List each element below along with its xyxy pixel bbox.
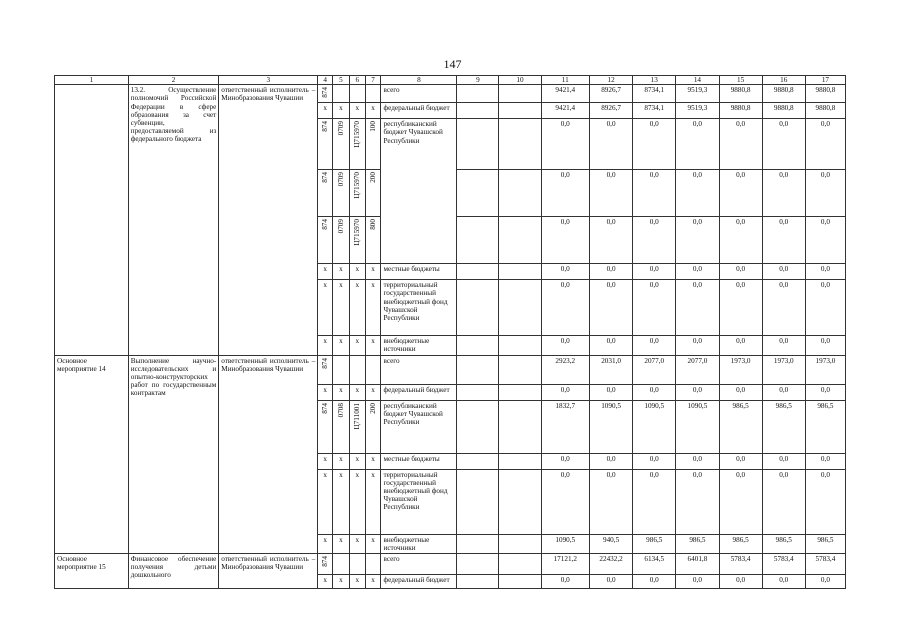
funding-source: республиканский бюджет Чувашской Республики: [381, 119, 457, 264]
year-value: 9880,8: [805, 85, 845, 103]
budget-code-c6: x: [349, 336, 365, 355]
year-value: 0,0: [719, 384, 762, 400]
year-value: 0,0: [805, 336, 845, 355]
budget-code-c7: x: [365, 469, 381, 534]
responsible-executor: ответственный исполнитель – Минобразования Чувашии: [219, 85, 318, 355]
budget-code-c7-text: 200: [368, 172, 377, 183]
funding-source: федеральный бюджет: [381, 103, 457, 119]
budget-code-c6: x: [349, 103, 365, 119]
budget-code-c4-text: 874: [321, 121, 330, 132]
column-number-6: 6: [349, 76, 365, 85]
year-value: 8734,1: [633, 103, 676, 119]
budget-code-c7: x: [365, 384, 381, 400]
year-value: 1090,5: [589, 400, 632, 453]
year-value: 0,0: [676, 264, 719, 280]
year-value: 9519,3: [676, 103, 719, 119]
budget-code-c6: [349, 170, 365, 217]
budget-code-c7: [365, 355, 381, 384]
table-row: [55, 85, 846, 103]
budget-code-c7: x: [365, 103, 381, 119]
year-value: 8926,7: [589, 85, 632, 103]
budget-code-c4: [318, 217, 333, 264]
budget-code-c4: x: [318, 280, 333, 336]
budget-code-c6: x: [349, 280, 365, 336]
year-value: 0,0: [676, 384, 719, 400]
budget-code-c6: [349, 400, 365, 453]
year-value: 986,5: [805, 534, 845, 553]
year-value: 0,0: [762, 469, 805, 534]
year-value: 0,0: [541, 280, 589, 336]
year-value: 0,0: [633, 170, 676, 217]
year-value: 0,0: [633, 264, 676, 280]
year-value: 0,0: [676, 336, 719, 355]
year-value: 0,0: [541, 336, 589, 355]
column-number-9: 9: [457, 76, 499, 85]
budget-code-c4: [318, 355, 333, 384]
year-value: 1973,0: [805, 355, 845, 384]
column-number-17: 17: [805, 76, 845, 85]
column-9-value: [457, 170, 499, 217]
year-value: 0,0: [541, 384, 589, 400]
budget-code-c5: [333, 119, 350, 170]
year-value: 8734,1: [633, 85, 676, 103]
year-value: 0,0: [805, 280, 845, 336]
year-value: 0,0: [762, 119, 805, 170]
column-9-value: [457, 264, 499, 280]
budget-code-c5: x: [333, 534, 350, 553]
column-9-value: [457, 453, 499, 469]
column-10-value: [499, 85, 541, 103]
year-value: 0,0: [589, 575, 632, 589]
column-number-1: 1: [55, 76, 129, 85]
year-value: 0,0: [633, 119, 676, 170]
budget-code-c7: [365, 217, 381, 264]
budget-code-c5: [333, 554, 350, 575]
column-number-4: 4: [318, 76, 333, 85]
year-value: 986,5: [676, 534, 719, 553]
year-value: 986,5: [762, 400, 805, 453]
year-value: 0,0: [633, 384, 676, 400]
year-value: 0,0: [589, 217, 632, 264]
year-value: 0,0: [719, 170, 762, 217]
funding-source: внебюджетные источники: [381, 336, 457, 355]
year-value: 0,0: [633, 575, 676, 589]
column-10-value: [499, 554, 541, 575]
funding-source: федеральный бюджет: [381, 575, 457, 589]
budget-code-c7: x: [365, 534, 381, 553]
year-value: 0,0: [762, 217, 805, 264]
budget-code-c4: [318, 554, 333, 575]
column-number-8: 8: [381, 76, 457, 85]
year-value: 0,0: [719, 119, 762, 170]
funding-source: местные бюджеты: [381, 453, 457, 469]
column-9-value: [457, 336, 499, 355]
year-value: 0,0: [541, 575, 589, 589]
year-value: 0,0: [589, 264, 632, 280]
budget-code-c4: x: [318, 469, 333, 534]
measure-name: 13.2. Осуществление полномочий Российской Федерации в сфере образования за счет субвенции, предоставляемой из федерального бюджета: [128, 85, 219, 355]
year-value: 22432,2: [589, 554, 632, 575]
budget-code-c5: [333, 85, 350, 103]
year-value: 0,0: [805, 119, 845, 170]
budget-code-c4: x: [318, 103, 333, 119]
year-value: 0,0: [676, 469, 719, 534]
year-value: 0,0: [719, 280, 762, 336]
funding-source: внебюджетные источники: [381, 534, 457, 553]
year-value: 0,0: [633, 280, 676, 336]
year-value: 1832,7: [541, 400, 589, 453]
column-number-5: 5: [333, 76, 350, 85]
year-value: 986,5: [719, 534, 762, 553]
funding-source: территориальный государственный внебюджетный фонд Чувашской Республики: [381, 280, 457, 336]
year-value: 0,0: [633, 217, 676, 264]
year-value: 0,0: [589, 119, 632, 170]
year-value: 986,5: [805, 400, 845, 453]
budget-code-c7: [365, 85, 381, 103]
year-value: 0,0: [676, 170, 719, 217]
funding-source: всего: [381, 554, 457, 575]
year-value: 0,0: [719, 264, 762, 280]
budget-code-c4-text: 874: [321, 172, 330, 183]
column-10-value: [499, 170, 541, 217]
budget-code-c6: [349, 119, 365, 170]
budget-code-c6: x: [349, 453, 365, 469]
column-9-value: [457, 400, 499, 453]
year-value: 986,5: [633, 534, 676, 553]
budget-code-c4: x: [318, 336, 333, 355]
budget-code-c7-text: 200: [368, 402, 377, 414]
year-value: 0,0: [805, 264, 845, 280]
year-value: 0,0: [676, 280, 719, 336]
column-10-value: [499, 264, 541, 280]
budget-code-c6-text: Ц711001: [353, 402, 362, 430]
budget-code-c5: x: [333, 264, 350, 280]
column-9-value: [457, 85, 499, 103]
column-10-value: [499, 575, 541, 589]
year-value: 0,0: [805, 453, 845, 469]
year-value: 0,0: [719, 575, 762, 589]
year-value: 0,0: [541, 469, 589, 534]
budget-code-c4: x: [318, 575, 333, 589]
measure-number: [55, 85, 129, 355]
column-number-3: 3: [219, 76, 318, 85]
budget-code-c5: x: [333, 469, 350, 534]
year-value: 9880,8: [719, 103, 762, 119]
funding-source: местные бюджеты: [381, 264, 457, 280]
budget-code-c5: x: [333, 453, 350, 469]
year-value: 5783,4: [762, 554, 805, 575]
column-number-row: [55, 76, 846, 85]
year-value: 0,0: [676, 453, 719, 469]
column-9-value: [457, 469, 499, 534]
budget-code-c4: x: [318, 264, 333, 280]
budget-code-c4: x: [318, 453, 333, 469]
year-value: 0,0: [633, 469, 676, 534]
column-9-value: [457, 534, 499, 553]
funding-source: федеральный бюджет: [381, 384, 457, 400]
year-value: 2031,0: [589, 355, 632, 384]
year-value: 8926,7: [589, 103, 632, 119]
budget-code-c6: x: [349, 469, 365, 534]
year-value: 1090,5: [676, 400, 719, 453]
year-value: 0,0: [805, 469, 845, 534]
budget-code-c6: [349, 85, 365, 103]
budget-code-c4-text: 874: [321, 219, 330, 230]
column-9-value: [457, 217, 499, 264]
column-10-value: [499, 217, 541, 264]
column-10-value: [499, 355, 541, 384]
year-value: 0,0: [805, 575, 845, 589]
year-value: 0,0: [719, 217, 762, 264]
year-value: 17121,2: [541, 554, 589, 575]
budget-code-c7-text: 800: [368, 219, 377, 230]
year-value: 986,5: [762, 534, 805, 553]
year-value: 0,0: [541, 170, 589, 217]
year-value: 2923,2: [541, 355, 589, 384]
year-value: 9519,3: [676, 85, 719, 103]
column-number-12: 12: [589, 76, 632, 85]
budget-code-c7: x: [365, 280, 381, 336]
budget-code-c5-text: 0709: [336, 121, 345, 136]
budget-code-c6-text: Ц715970: [353, 172, 362, 199]
year-value: 9880,8: [719, 85, 762, 103]
year-value: 6401,8: [676, 554, 719, 575]
year-value: 5783,4: [805, 554, 845, 575]
budget-code-c6: [349, 554, 365, 575]
column-9-value: [457, 119, 499, 170]
year-value: 0,0: [633, 453, 676, 469]
budget-code-c5: x: [333, 103, 350, 119]
year-value: 0,0: [541, 217, 589, 264]
column-10-value: [499, 280, 541, 336]
column-10-value: [499, 384, 541, 400]
budget-code-c5: x: [333, 336, 350, 355]
year-value: 1090,5: [541, 534, 589, 553]
year-value: 0,0: [541, 119, 589, 170]
year-value: 6134,5: [633, 554, 676, 575]
year-value: 1973,0: [762, 355, 805, 384]
budget-code-c7: [365, 400, 381, 453]
budget-code-c7: x: [365, 575, 381, 589]
year-value: 986,5: [719, 400, 762, 453]
budget-code-c5: [333, 355, 350, 384]
budget-code-c4: [318, 119, 333, 170]
budget-code-c5: [333, 400, 350, 453]
year-value: 0,0: [762, 336, 805, 355]
budget-code-c5: x: [333, 280, 350, 336]
budget-code-c6-text: Ц715970: [353, 219, 362, 246]
budget-code-c4: [318, 85, 333, 103]
year-value: 9880,8: [805, 103, 845, 119]
budget-code-c6: [349, 355, 365, 384]
responsible-executor: ответственный исполнитель – Минобразования Чувашии: [219, 355, 318, 553]
column-9-value: [457, 280, 499, 336]
year-value: 0,0: [762, 280, 805, 336]
funding-source: территориальный государственный внебюджетный фонд Чувашской Республики: [381, 469, 457, 534]
budget-code-c4-text: 874: [321, 402, 330, 414]
budget-code-c5-text: 0709: [336, 172, 345, 187]
year-value: 0,0: [541, 264, 589, 280]
funding-source: всего: [381, 85, 457, 103]
column-number-15: 15: [719, 76, 762, 85]
year-value: 2077,0: [676, 355, 719, 384]
budget-code-c4-text: 874: [321, 556, 330, 567]
year-value: 0,0: [719, 469, 762, 534]
page-number: 147: [443, 57, 462, 71]
budget-code-c4: x: [318, 384, 333, 400]
budget-code-c4: x: [318, 534, 333, 553]
year-value: 9421,4: [541, 103, 589, 119]
column-10-value: [499, 336, 541, 355]
column-9-value: [457, 575, 499, 589]
year-value: 1090,5: [633, 400, 676, 453]
column-number-10: 10: [499, 76, 541, 85]
year-value: 940,5: [589, 534, 632, 553]
budget-code-c6: x: [349, 534, 365, 553]
year-value: 9880,8: [762, 103, 805, 119]
measure-name: Финансовое обеспечение получения детьми дошкольного: [128, 554, 219, 589]
measure-number: Основное мероприятие 14: [55, 355, 129, 553]
column-10-value: [499, 469, 541, 534]
year-value: 9421,4: [541, 85, 589, 103]
column-9-value: [457, 103, 499, 119]
column-9-value: [457, 554, 499, 575]
budget-code-c7: x: [365, 336, 381, 355]
year-value: 0,0: [762, 384, 805, 400]
column-number-14: 14: [676, 76, 719, 85]
year-value: 9880,8: [762, 85, 805, 103]
budget-code-c7: x: [365, 264, 381, 280]
budget-code-c7: [365, 170, 381, 217]
year-value: 0,0: [762, 264, 805, 280]
column-10-value: [499, 453, 541, 469]
budget-code-c4-text: 874: [321, 357, 330, 369]
budget-code-c6-text: Ц715970: [353, 121, 362, 148]
column-number-13: 13: [633, 76, 676, 85]
year-value: 0,0: [589, 280, 632, 336]
year-value: 0,0: [633, 336, 676, 355]
budget-code-c5: x: [333, 575, 350, 589]
budget-code-c4: [318, 400, 333, 453]
budget-code-c6: x: [349, 384, 365, 400]
year-value: 0,0: [589, 170, 632, 217]
year-value: 0,0: [762, 453, 805, 469]
budget-code-c5-text: 0709: [336, 219, 345, 234]
year-value: 0,0: [676, 575, 719, 589]
table-row: [55, 554, 846, 575]
column-10-value: [499, 400, 541, 453]
year-value: 5783,4: [719, 554, 762, 575]
column-9-value: [457, 384, 499, 400]
funding-source: всего: [381, 355, 457, 384]
year-value: 0,0: [676, 119, 719, 170]
year-value: 0,0: [805, 170, 845, 217]
year-value: 2077,0: [633, 355, 676, 384]
year-value: 0,0: [541, 453, 589, 469]
year-value: 0,0: [719, 453, 762, 469]
year-value: 0,0: [676, 217, 719, 264]
column-10-value: [499, 119, 541, 170]
year-value: 0,0: [589, 336, 632, 355]
year-value: 1973,0: [719, 355, 762, 384]
budget-code-c5: [333, 170, 350, 217]
year-value: 0,0: [762, 575, 805, 589]
measure-number: Основное мероприятие 15: [55, 554, 129, 589]
column-number-16: 16: [762, 76, 805, 85]
budget-table: [54, 75, 846, 589]
budget-code-c5: x: [333, 384, 350, 400]
budget-code-c7: [365, 554, 381, 575]
measure-name: Выполнение научно-исследовательских и опытно-конструкторских работ по государственным контрактам: [128, 355, 219, 553]
budget-code-c6: x: [349, 575, 365, 589]
budget-code-c6: [349, 217, 365, 264]
budget-code-c5-text: 0708: [336, 402, 345, 417]
funding-source: республиканский бюджет Чувашской Республики: [381, 400, 457, 453]
column-9-value: [457, 355, 499, 384]
budget-code-c4-text: 874: [321, 87, 330, 98]
column-10-value: [499, 534, 541, 553]
budget-code-c5: [333, 217, 350, 264]
column-number-2: 2: [128, 76, 219, 85]
table-row: [55, 355, 846, 384]
budget-code-c4: [318, 170, 333, 217]
responsible-executor: ответственный исполнитель – Минобразования Чувашии: [219, 554, 318, 589]
column-number-11: 11: [541, 76, 589, 85]
year-value: 0,0: [589, 469, 632, 534]
year-value: 0,0: [805, 384, 845, 400]
year-value: 0,0: [589, 384, 632, 400]
year-value: 0,0: [589, 453, 632, 469]
year-value: 0,0: [805, 217, 845, 264]
year-value: 0,0: [719, 336, 762, 355]
budget-code-c7: x: [365, 453, 381, 469]
year-value: 0,0: [762, 170, 805, 217]
budget-code-c7: [365, 119, 381, 170]
column-number-7: 7: [365, 76, 381, 85]
column-10-value: [499, 103, 541, 119]
budget-code-c7-text: 100: [368, 121, 377, 132]
budget-code-c6: x: [349, 264, 365, 280]
